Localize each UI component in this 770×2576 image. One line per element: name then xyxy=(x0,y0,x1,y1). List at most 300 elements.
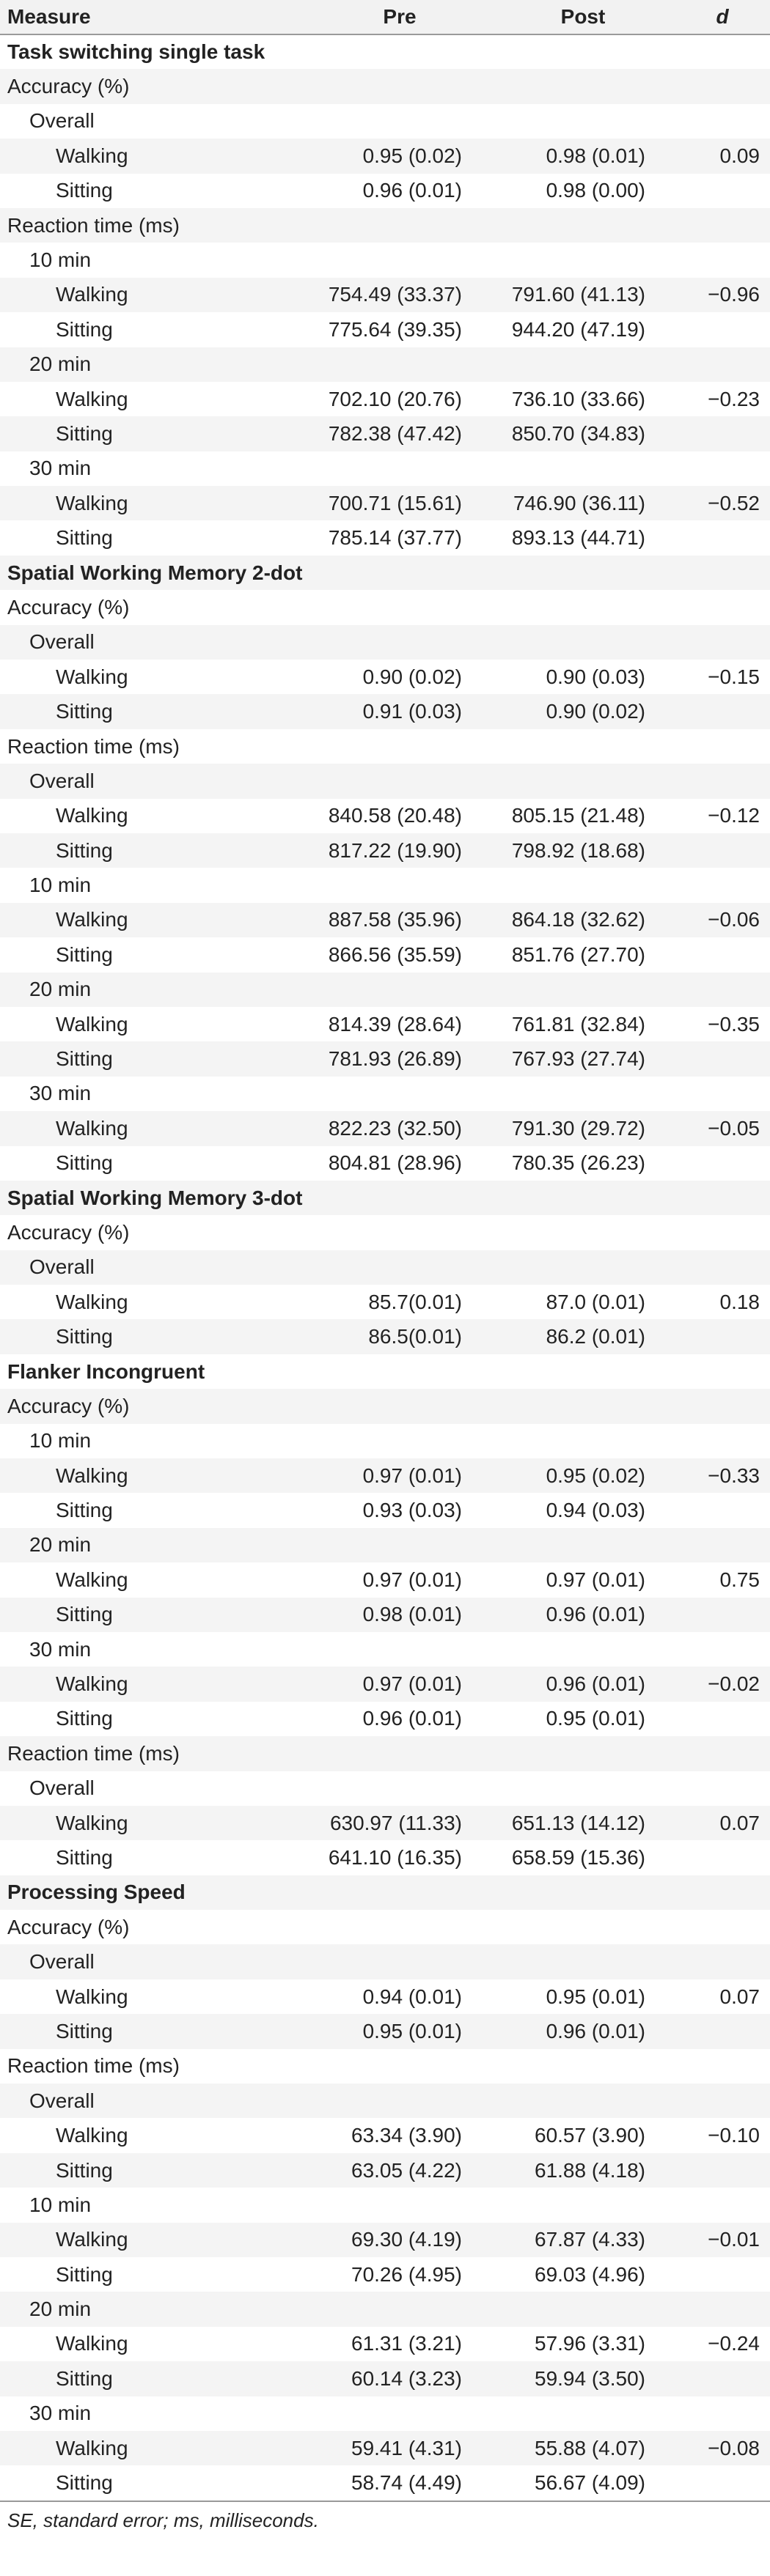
condition-row xyxy=(0,139,770,173)
post-value xyxy=(491,1215,675,1250)
row-label: Sitting xyxy=(56,1603,113,1626)
effect-size-d xyxy=(675,347,770,382)
measure-type-row xyxy=(0,208,770,243)
time-block-row xyxy=(0,973,770,1007)
post-value: 791.60 (41.13) xyxy=(511,283,645,306)
condition-row xyxy=(0,520,770,555)
row-label: 10 min xyxy=(29,874,92,897)
row-label: Accuracy (%) xyxy=(7,595,130,619)
row-label: Sitting xyxy=(56,526,113,550)
effect-size-d xyxy=(675,1528,770,1562)
post-value: 0.96 (0.01) xyxy=(546,1603,645,1626)
post-value xyxy=(491,69,675,103)
section-heading-row xyxy=(0,1875,770,1910)
pre-value: 822.23 (32.50) xyxy=(328,1116,462,1140)
effect-size-d: −0.24 xyxy=(708,2332,760,2355)
post-value xyxy=(491,451,675,486)
effect-size-d xyxy=(675,1598,770,1632)
effect-size-d: −0.96 xyxy=(708,283,760,306)
effect-size-d: 0.07 xyxy=(719,1985,760,2008)
post-value xyxy=(491,2084,675,2118)
pre-value xyxy=(308,1875,491,1910)
pre-value: 804.81 (28.96) xyxy=(328,1151,462,1175)
post-value: 798.92 (18.68) xyxy=(511,838,645,862)
measure-type-row xyxy=(0,2049,770,2084)
condition-row xyxy=(0,312,770,347)
post-value: 746.90 (36.11) xyxy=(513,491,645,514)
post-value: 767.93 (27.74) xyxy=(511,1047,645,1071)
pre-value xyxy=(308,868,491,902)
effect-size-d xyxy=(675,2014,770,2048)
post-value xyxy=(491,868,675,902)
pre-value: 70.26 (4.95) xyxy=(351,2262,462,2286)
effect-size-d xyxy=(675,1041,770,1076)
row-label: Sitting xyxy=(56,1151,113,1175)
effect-size-d: −0.06 xyxy=(708,908,760,931)
pre-value: 59.41 (4.31) xyxy=(351,2436,462,2459)
effect-size-d xyxy=(675,243,770,277)
time-block-row xyxy=(0,347,770,382)
post-value xyxy=(491,973,675,1007)
time-block-row xyxy=(0,764,770,798)
row-label: Walking xyxy=(56,1012,128,1036)
pre-value: 0.97 (0.01) xyxy=(362,1672,462,1696)
row-label: Spatial Working Memory 2-dot xyxy=(7,561,303,584)
row-label: Sitting xyxy=(56,1499,113,1522)
time-block-row xyxy=(0,451,770,486)
pre-value: 85.7(0.01) xyxy=(368,1290,462,1313)
row-label: Task switching single task xyxy=(7,40,265,64)
row-label: Walking xyxy=(56,283,128,306)
time-block-row xyxy=(0,1771,770,1806)
row-label: 30 min xyxy=(29,457,92,480)
post-value xyxy=(491,1736,675,1771)
post-value: 944.20 (47.19) xyxy=(511,317,645,341)
condition-row xyxy=(0,903,770,937)
post-value xyxy=(491,1910,675,1944)
pre-value xyxy=(308,1910,491,1944)
pre-value xyxy=(308,347,491,382)
post-value xyxy=(491,208,675,243)
row-label: Walking xyxy=(56,2332,128,2355)
row-label: Sitting xyxy=(56,179,113,202)
section-heading-row xyxy=(0,34,770,69)
row-label: Sitting xyxy=(56,2366,113,2390)
post-value: 0.97 (0.01) xyxy=(546,1568,645,1591)
condition-row xyxy=(0,1667,770,1701)
pre-value: 60.14 (3.23) xyxy=(351,2366,462,2390)
condition-row xyxy=(0,1702,770,1736)
post-value: 0.98 (0.00) xyxy=(546,179,645,202)
effect-size-d xyxy=(675,1215,770,1250)
pre-value: 700.71 (15.61) xyxy=(328,491,462,514)
pre-value xyxy=(308,625,491,660)
pre-value: 866.56 (35.59) xyxy=(328,942,462,966)
row-label: Overall xyxy=(29,2089,95,2112)
row-label: Sitting xyxy=(56,942,113,966)
post-value xyxy=(491,764,675,798)
pre-value xyxy=(308,556,491,590)
pre-value xyxy=(308,1077,491,1111)
effect-size-d xyxy=(675,1146,770,1181)
row-label: Reaction time (ms) xyxy=(7,213,180,237)
effect-size-d xyxy=(675,1632,770,1667)
effect-size-d: −0.12 xyxy=(708,804,760,827)
post-value xyxy=(491,1771,675,1806)
pre-value: 0.91 (0.03) xyxy=(362,700,462,723)
pre-value: 782.38 (47.42) xyxy=(328,421,462,445)
pre-value: 0.95 (0.02) xyxy=(362,144,462,167)
pre-value: 781.93 (26.89) xyxy=(328,1047,462,1071)
row-label: Accuracy (%) xyxy=(7,1915,130,1938)
measure-type-row xyxy=(0,590,770,624)
time-block-row xyxy=(0,1944,770,1979)
row-label: 30 min xyxy=(29,1637,92,1661)
time-block-row xyxy=(0,1632,770,1667)
post-value: 658.59 (15.36) xyxy=(511,1846,645,1869)
pre-value: 0.94 (0.01) xyxy=(362,1985,462,2008)
effect-size-d: −0.08 xyxy=(708,2436,760,2459)
table-body xyxy=(0,34,770,2501)
pre-value: 630.97 (11.33) xyxy=(329,1811,462,1834)
pre-value xyxy=(308,243,491,277)
condition-row xyxy=(0,1041,770,1076)
pre-value: 0.93 (0.03) xyxy=(362,1499,462,1522)
row-label: Walking xyxy=(56,1985,128,2008)
measure-type-row xyxy=(0,1389,770,1423)
table-footnote: SE, standard error; ms, milliseconds. xyxy=(0,2501,770,2539)
row-label: Sitting xyxy=(56,317,113,341)
pre-value: 641.10 (16.35) xyxy=(328,1846,462,1869)
header-post: Post xyxy=(491,0,675,34)
effect-size-d xyxy=(675,2257,770,2292)
effect-size-d: 0.07 xyxy=(719,1811,760,1834)
row-label: Walking xyxy=(56,491,128,514)
post-value: 87.0 (0.01) xyxy=(546,1290,645,1313)
condition-row xyxy=(0,1285,770,1319)
pre-value: 0.95 (0.01) xyxy=(362,2019,462,2042)
section-heading-row xyxy=(0,1181,770,1215)
post-value xyxy=(491,1077,675,1111)
row-label: Flanker Incongruent xyxy=(7,1359,205,1383)
effect-size-d: −0.10 xyxy=(708,2124,760,2147)
row-label: Accuracy (%) xyxy=(7,1394,130,1417)
post-value: 761.81 (32.84) xyxy=(511,1012,645,1036)
row-label: Overall xyxy=(29,769,95,792)
effect-size-d xyxy=(675,764,770,798)
post-value xyxy=(491,2049,675,2084)
time-block-row xyxy=(0,625,770,660)
header-row xyxy=(0,0,770,34)
condition-row xyxy=(0,1111,770,1145)
pre-value: 775.64 (39.35) xyxy=(328,317,462,341)
pre-value xyxy=(308,1354,491,1389)
time-block-row xyxy=(0,243,770,277)
post-value xyxy=(491,2396,675,2431)
effect-size-d: −0.15 xyxy=(708,665,760,688)
row-label: Sitting xyxy=(56,1047,113,1071)
condition-row xyxy=(0,694,770,728)
pre-value xyxy=(308,2049,491,2084)
post-value xyxy=(491,1389,675,1423)
effect-size-d xyxy=(675,556,770,590)
row-label: Walking xyxy=(56,804,128,827)
pre-value: 86.5(0.01) xyxy=(368,1325,462,1348)
condition-row xyxy=(0,1806,770,1840)
post-value: 850.70 (34.83) xyxy=(511,421,645,445)
effect-size-d xyxy=(675,1493,770,1527)
condition-row xyxy=(0,1319,770,1354)
effect-size-d xyxy=(675,69,770,103)
row-label: Reaction time (ms) xyxy=(7,2054,180,2078)
row-label: 20 min xyxy=(29,2298,92,2321)
time-block-row xyxy=(0,2188,770,2222)
pre-value xyxy=(308,729,491,764)
row-label: Walking xyxy=(56,2124,128,2147)
row-label: Walking xyxy=(56,1672,128,1696)
post-value: 61.88 (4.18) xyxy=(535,2158,645,2182)
effect-size-d xyxy=(675,1319,770,1354)
post-value xyxy=(491,1181,675,1215)
row-label: Walking xyxy=(56,1811,128,1834)
pre-value xyxy=(308,1632,491,1667)
row-label: 10 min xyxy=(29,2193,92,2216)
pre-value: 69.30 (4.19) xyxy=(351,2228,462,2251)
condition-row xyxy=(0,799,770,833)
effect-size-d xyxy=(675,1702,770,1736)
effect-size-d xyxy=(675,1910,770,1944)
post-value xyxy=(491,1944,675,1979)
post-value: 851.76 (27.70) xyxy=(511,942,645,966)
post-value: 69.03 (4.96) xyxy=(535,2262,645,2286)
post-value xyxy=(491,104,675,139)
effect-size-d xyxy=(675,1736,770,1771)
post-value xyxy=(491,2188,675,2222)
pre-value xyxy=(308,1250,491,1285)
post-value xyxy=(491,1632,675,1667)
condition-row xyxy=(0,937,770,972)
row-label: 20 min xyxy=(29,978,92,1001)
effect-size-d xyxy=(675,729,770,764)
pre-value: 785.14 (37.77) xyxy=(328,526,462,550)
header-pre: Pre xyxy=(308,0,491,34)
post-value xyxy=(491,1354,675,1389)
time-block-row xyxy=(0,1424,770,1458)
effect-size-d xyxy=(675,2396,770,2431)
pre-value xyxy=(308,590,491,624)
effect-size-d xyxy=(675,208,770,243)
pre-value xyxy=(308,69,491,103)
post-value: 0.94 (0.03) xyxy=(546,1499,645,1522)
pre-value: 63.34 (3.90) xyxy=(351,2124,462,2147)
pre-value xyxy=(308,2292,491,2326)
post-value: 0.90 (0.03) xyxy=(546,665,645,688)
pre-value xyxy=(308,973,491,1007)
effect-size-d xyxy=(675,2465,770,2500)
pre-value xyxy=(308,104,491,139)
post-value: 736.10 (33.66) xyxy=(511,387,645,410)
pre-value xyxy=(308,1215,491,1250)
pre-value xyxy=(308,2188,491,2222)
measure-type-row xyxy=(0,1736,770,1771)
pre-value xyxy=(308,2396,491,2431)
row-label: Walking xyxy=(56,144,128,167)
effect-size-d: −0.35 xyxy=(708,1012,760,1036)
time-block-row xyxy=(0,1077,770,1111)
effect-size-d xyxy=(675,1181,770,1215)
pre-value: 0.98 (0.01) xyxy=(362,1603,462,1626)
condition-row xyxy=(0,1146,770,1181)
effect-size-d xyxy=(675,1077,770,1111)
effect-size-d xyxy=(675,2361,770,2396)
post-value xyxy=(491,625,675,660)
time-block-row xyxy=(0,2084,770,2118)
pre-value: 0.97 (0.01) xyxy=(362,1568,462,1591)
row-label: Sitting xyxy=(56,1325,113,1348)
post-value: 57.96 (3.31) xyxy=(535,2332,645,2355)
row-label: 20 min xyxy=(29,1533,92,1557)
post-value xyxy=(491,347,675,382)
row-label: Processing Speed xyxy=(7,1881,186,1904)
time-block-row xyxy=(0,104,770,139)
row-label: Sitting xyxy=(56,2262,113,2286)
pre-value: 0.90 (0.02) xyxy=(362,665,462,688)
section-heading-row xyxy=(0,1354,770,1389)
effect-size-d: −0.02 xyxy=(708,1672,760,1696)
condition-row xyxy=(0,2014,770,2048)
effect-size-d xyxy=(675,1354,770,1389)
row-label: Sitting xyxy=(56,1707,113,1730)
row-label: Sitting xyxy=(56,421,113,445)
row-label: Walking xyxy=(56,665,128,688)
condition-row xyxy=(0,174,770,208)
condition-row xyxy=(0,1458,770,1493)
pre-value xyxy=(308,2084,491,2118)
row-label: Overall xyxy=(29,109,95,133)
post-value xyxy=(491,1424,675,1458)
post-value xyxy=(491,556,675,590)
effect-size-d xyxy=(675,973,770,1007)
effect-size-d: −0.01 xyxy=(708,2228,760,2251)
measure-type-row xyxy=(0,1910,770,1944)
effect-size-d xyxy=(675,694,770,728)
post-value xyxy=(491,590,675,624)
row-label: Sitting xyxy=(56,2158,113,2182)
row-label: 20 min xyxy=(29,353,92,376)
condition-row xyxy=(0,1598,770,1632)
post-value xyxy=(491,34,675,69)
effect-size-d xyxy=(675,2049,770,2084)
condition-row xyxy=(0,660,770,694)
effect-size-d: −0.33 xyxy=(708,1464,760,1487)
effect-size-d: 0.09 xyxy=(719,144,760,167)
row-label: Sitting xyxy=(56,700,113,723)
effect-size-d xyxy=(675,451,770,486)
pre-value xyxy=(308,1944,491,1979)
post-value: 67.87 (4.33) xyxy=(535,2228,645,2251)
pre-value: 58.74 (4.49) xyxy=(351,2471,462,2495)
condition-row xyxy=(0,1840,770,1875)
row-label: Walking xyxy=(56,2436,128,2459)
post-value: 0.96 (0.01) xyxy=(546,2019,645,2042)
header-d: d xyxy=(675,0,770,34)
condition-row xyxy=(0,1562,770,1597)
effect-size-d xyxy=(675,2292,770,2326)
table-header xyxy=(0,0,770,34)
pre-value: 702.10 (20.76) xyxy=(328,387,462,410)
effect-size-d xyxy=(675,1771,770,1806)
pre-value: 63.05 (4.22) xyxy=(351,2158,462,2182)
condition-row xyxy=(0,2223,770,2257)
post-value: 791.30 (29.72) xyxy=(511,1116,645,1140)
section-heading-row xyxy=(0,556,770,590)
effect-size-d xyxy=(675,1389,770,1423)
time-block-row xyxy=(0,868,770,902)
effect-size-d xyxy=(675,174,770,208)
measure-type-row xyxy=(0,1215,770,1250)
row-label: Overall xyxy=(29,630,95,654)
measure-type-row xyxy=(0,69,770,103)
row-label: Walking xyxy=(56,387,128,410)
effect-size-d xyxy=(675,2153,770,2188)
post-value: 59.94 (3.50) xyxy=(535,2366,645,2390)
pre-value xyxy=(308,1736,491,1771)
condition-row xyxy=(0,382,770,416)
pre-value xyxy=(308,1424,491,1458)
effect-size-d xyxy=(675,2084,770,2118)
row-label: Walking xyxy=(56,908,128,931)
condition-row xyxy=(0,2465,770,2500)
post-value: 0.98 (0.01) xyxy=(546,144,645,167)
row-label: Walking xyxy=(56,2228,128,2251)
row-label: Walking xyxy=(56,1464,128,1487)
pre-value: 814.39 (28.64) xyxy=(328,1012,462,1036)
condition-row xyxy=(0,833,770,868)
post-value: 0.95 (0.02) xyxy=(546,1464,645,1487)
pre-value xyxy=(308,1528,491,1562)
measure-type-row xyxy=(0,729,770,764)
pre-value xyxy=(308,34,491,69)
post-value: 780.35 (26.23) xyxy=(511,1151,645,1175)
row-label: 10 min xyxy=(29,1429,92,1453)
effect-size-d xyxy=(675,34,770,69)
effect-size-d xyxy=(675,1840,770,1875)
pre-value: 61.31 (3.21) xyxy=(351,2332,462,2355)
pre-value: 0.96 (0.01) xyxy=(362,179,462,202)
condition-row xyxy=(0,1979,770,2014)
effect-size-d xyxy=(675,520,770,555)
post-value: 56.67 (4.09) xyxy=(535,2471,645,2495)
condition-row xyxy=(0,1493,770,1527)
pre-value: 887.58 (35.96) xyxy=(328,908,462,931)
effect-size-d: 0.75 xyxy=(719,1568,760,1591)
effect-size-d xyxy=(675,1944,770,1979)
condition-row xyxy=(0,2431,770,2465)
row-label: Sitting xyxy=(56,2019,113,2042)
post-value: 55.88 (4.07) xyxy=(535,2436,645,2459)
post-value: 651.13 (14.12) xyxy=(511,1811,645,1834)
row-label: Reaction time (ms) xyxy=(7,734,180,758)
effect-size-d xyxy=(675,937,770,972)
pre-value: 840.58 (20.48) xyxy=(328,804,462,827)
pre-value xyxy=(308,451,491,486)
condition-row xyxy=(0,2361,770,2396)
header-measure: Measure xyxy=(0,0,308,34)
condition-row xyxy=(0,2153,770,2188)
effect-size-d xyxy=(675,416,770,451)
post-value: 893.13 (44.71) xyxy=(511,526,645,550)
row-label: Sitting xyxy=(56,1846,113,1869)
